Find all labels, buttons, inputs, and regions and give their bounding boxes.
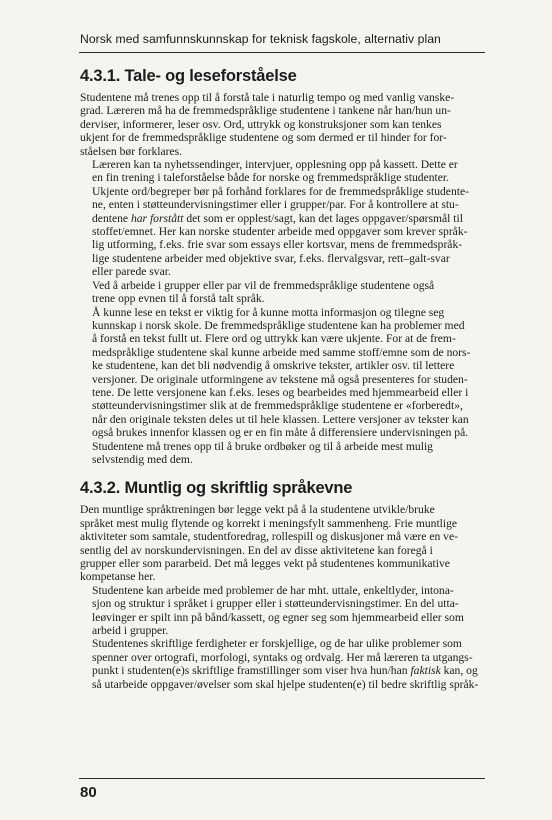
text-line: kunnskap i norsk skole. De fremmedspråklige studentene kan ha problemer med (92, 318, 465, 332)
text-line: medspråklige studentene skal kunne arbeide med samme stoff/emne som de nors- (92, 345, 471, 359)
text-line: tene. De lette versjonene kan f.eks. leses og bearbeides med hjemmearbeid eller i (92, 385, 469, 399)
text-line: Studentene kan arbeide med problemer de har mht. uttale, enkeltlyder, intona- (92, 583, 454, 597)
text-line: grad. Læreren må ha de fremmedspråklige studentene i tankene når han/hun un- (80, 104, 451, 118)
text-line: dentene har forstått det som er opplest/sagt, kan det lages oppgaver/spørsmål til (92, 211, 463, 225)
header-rule (79, 52, 485, 53)
section-heading: 4.3.2. Muntlig og skriftlig språkevne (80, 479, 353, 498)
text-line: spenner over ortografi, morfologi, syntaks og ordvalg. Her må læreren ta utgangs- (92, 650, 473, 664)
paragraph (80, 306, 531, 440)
text-line: derviser, informerer, leser osv. Ord, uttrykk og konstruksjoner som kan tenkes (80, 117, 442, 131)
text-line: lig utforming, f.eks. frie svar som essays eller kortsvar, mens de fremmedspråk- (92, 238, 463, 252)
text-line: støtteundervisningstimer slik at de fremmedspråklige studentene er «forberedt», (92, 399, 463, 413)
text-line: versjoner. De originale utformingene av tekstene må også presenteres for studen- (92, 372, 468, 386)
paragraph (80, 584, 531, 638)
text-line: så utarbeide oppgaver/øvelser som skal hjelpe studenten(e) til bedre skriftlig språk- (92, 677, 479, 691)
text-line: stoffet/emnet. Her kan norske studenter arbeide med oppgaver som krever språk- (92, 225, 468, 239)
text-line: Læreren kan ta nyhetssendinger, intervjuer, opplesning opp på kassett. Dette er (92, 158, 458, 172)
text-line: eller parede svar. (92, 265, 171, 279)
text-line: Den muntlige språktreningen bør legge vekt på å la studentene utvikle/bruke (80, 503, 435, 517)
text-line: Studentenes skriftlige ferdigheter er forskjellige, og de har ulike problemer som (92, 637, 462, 651)
text-line: kompetanse her. (80, 570, 156, 584)
text-line: ståelsen bør forklares. (80, 144, 183, 158)
text-line: Studentene må trenes opp til å forstå tale i naturlig tempo og med vanlig vanske- (80, 91, 455, 104)
text-line: sentlig del av norskundervisningen. En del av disse aktivitetene kan foregå i (80, 543, 433, 557)
text-line: språket mest mulig flytende og korrekt i meningsfylt sammenheng. Frie muntlige (80, 516, 458, 530)
text-line: når den originale teksten deles ut til hele klassen. Lettere versjoner av tekster kan (92, 412, 469, 426)
running-head: Norsk med samfunnskunnskap for teknisk fagskole, alternativ plan (80, 32, 441, 46)
paragraph (80, 440, 531, 467)
page-number: 80 (80, 784, 97, 801)
footer-rule (79, 778, 485, 779)
text-line: en fin trening i taleforståelse både for norske og fremmedspråklige studenter. (92, 171, 450, 185)
text-line: ukjent for de fremmedspråklige studentene og som dermed er til hinder for for- (80, 131, 447, 145)
text-line: leøvinger er spilt inn på bånd/kassett, og egner seg som hjemmearbeid eller som (92, 610, 464, 624)
text-line: Ved å arbeide i grupper eller par vil de fremmedspråklige studentene også (92, 278, 435, 292)
section-heading: 4.3.1. Tale- og leseforståelse (80, 67, 297, 85)
paragraph (80, 503, 531, 583)
text-line: aktiviteter som samtale, studentforedrag, rollespill og diskusjoner må være en ve- (80, 530, 458, 544)
paragraph (80, 279, 531, 306)
text-line: punkt i studenten(e)s skriftlige framstillinger som viser hva hun/han faktisk kan, og (92, 664, 478, 678)
text-line: også brukes innenfor klassen og er en fin måte å differensiere undervisningen på. (92, 426, 469, 440)
text-line: grupper eller som pararbeid. Det må legges vekt på studentenes kommunikative (80, 557, 450, 570)
text-line: å forstå en tekst fullt ut. Flere ord og uttrykk kan være ukjente. For at de frem- (92, 332, 456, 346)
body-content (80, 66, 531, 691)
paragraph (80, 637, 531, 691)
text-line: ke studentene, kan det bli nødvendig å omskrive tekster, artikler osv. til lettere (92, 359, 455, 373)
text-line: Å kunne lese en tekst er viktig for å kunne motta informasjon og tilegne seg (92, 305, 445, 319)
paragraph (80, 91, 531, 158)
text-line: sjon og struktur i språket i grupper eller i støtteundervisningstimer. En del utta- (92, 597, 459, 611)
text-line: Ukjente ord/begreper bør på forhånd forklares for de fremmedspråklige studente- (92, 184, 469, 198)
text-line: ne, enten i støtteundervisningstimer eller i grupper/par. For å kontrollere at stu- (92, 198, 459, 212)
text-line: arbeid i grupper. (92, 624, 169, 638)
text-line: lige studentene arbeider med objektive svar, f.eks. flervalgsvar, rett–galt-svar (92, 251, 450, 265)
text-line: Studentene må trenes opp til å bruke ordbøker og til å arbeide mest mulig (92, 439, 433, 453)
paragraph (80, 158, 531, 279)
text-line: selvstendig med dem. (92, 452, 193, 466)
text-line: trene opp evnen til å forstå talt språk. (92, 292, 265, 306)
